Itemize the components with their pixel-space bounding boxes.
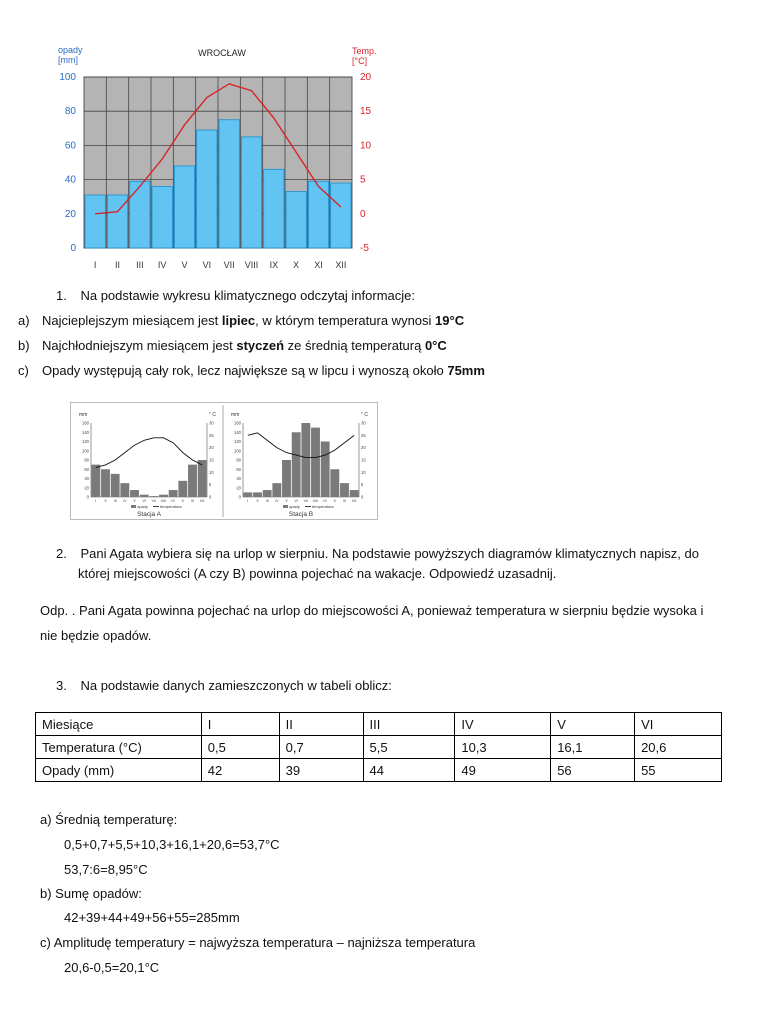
table-cell: 10,3: [455, 736, 551, 759]
q3-b-label: b) Sumę opadów:: [40, 886, 142, 901]
axis-unit-mm: mm: [79, 412, 88, 418]
precip-bar: [292, 432, 301, 497]
axis-unit-mm: mm: [231, 412, 240, 418]
table-row: [36, 759, 722, 782]
y-tick-left: 60: [84, 466, 89, 472]
precip-bar: [301, 423, 310, 497]
table-cell: 44: [363, 759, 455, 782]
climate-chart-wroclaw: [50, 40, 390, 275]
y-tick-right: 0: [360, 208, 366, 220]
precip-bar: [340, 483, 349, 497]
axis-unit-c: ° C: [361, 412, 368, 418]
q1-a-text-2: , w którym temperatura wynosi: [255, 313, 436, 328]
chart-left-label-1: opady: [58, 45, 83, 55]
x-tick-label: VI: [202, 260, 212, 270]
q1-c-label: c): [18, 363, 29, 378]
precip-bar: [85, 195, 105, 248]
table-cell: 0,7: [279, 736, 363, 759]
table-cell: 42: [201, 759, 279, 782]
x-tick-label: XII: [199, 499, 205, 503]
q3-number: 3.: [56, 678, 67, 693]
precip-bar: [331, 183, 351, 248]
y-tick-right: 30: [209, 420, 214, 426]
precip-bar: [308, 181, 328, 248]
caption-station-a: Stacja A: [137, 511, 161, 518]
legend-label-temp: temperatura: [160, 504, 182, 509]
y-tick-left: 160: [234, 420, 241, 426]
y-tick-left: 0: [86, 494, 89, 500]
y-tick-right: 20: [360, 72, 372, 83]
q3-a-label: a) Średnią temperaturę:: [40, 812, 178, 827]
precip-bar: [241, 137, 261, 248]
y-tick-right: 5: [209, 482, 212, 488]
q1-a-month: lipiec: [221, 313, 256, 328]
chart-right-label-2: [°C]: [352, 56, 368, 66]
precip-bar: [149, 496, 158, 497]
x-tick-label: I: [93, 260, 97, 270]
x-tick-label: IV: [275, 499, 279, 503]
q1-b-month: styczeń: [236, 338, 285, 353]
precip-bar: [174, 166, 194, 248]
table-cell: I: [201, 713, 279, 736]
q2-answer-1: Odp. . Pani Agata powinna pojechać na urlop do miejscowości A, ponieważ temperatura w sierpniu będzie wysoka i: [40, 603, 704, 618]
x-tick-label: VII: [223, 260, 235, 270]
table-cell: VI: [635, 713, 722, 736]
y-tick-left: 60: [236, 466, 241, 472]
y-tick-right: 15: [360, 106, 372, 118]
temperature-line: [96, 438, 202, 468]
q1-b-label: b): [18, 338, 30, 353]
y-tick-left: 0: [70, 243, 76, 254]
y-tick-left: 40: [236, 476, 241, 481]
y-tick-right: 10: [361, 469, 366, 475]
precip-bar: [350, 490, 359, 497]
q1-b-text-2: ze średnią temperaturą: [284, 338, 425, 353]
y-tick-right: 30: [361, 420, 366, 426]
y-tick-right: -5: [360, 243, 369, 254]
precip-bar: [111, 474, 120, 497]
q2-text-1: Pani Agata wybiera się na urlop w sierpniu. Na podstawie powyższych diagramów klimatycznych napisz, do: [80, 546, 699, 561]
chart-title: WROCŁAW: [198, 48, 246, 58]
q3-a-calc-2: 53,7:6=8,95°C: [64, 862, 148, 877]
chart-plot-area: [59, 72, 371, 270]
legend-label-opady: opady: [137, 504, 148, 509]
table-row: [36, 736, 722, 759]
table-cell: IV: [455, 713, 551, 736]
q1-b-temp: 0°C: [424, 338, 447, 353]
y-tick-right: 25: [209, 432, 214, 438]
y-tick-right: 0: [209, 494, 212, 500]
x-tick-label: IV: [157, 260, 167, 270]
x-tick-label: V: [181, 260, 188, 270]
x-tick-label: VIII: [244, 260, 259, 270]
y-tick-left: 80: [84, 457, 89, 463]
chart-right-label-1: Temp.: [352, 46, 377, 56]
chart-left-label-2: [mm]: [58, 55, 78, 65]
precip-bar: [140, 495, 149, 497]
q1-b-text: Najchłodniejszym miesiącem jest: [42, 338, 237, 353]
y-tick-right: 20: [361, 445, 366, 451]
table-cell: 49: [455, 759, 551, 782]
q3-b-calc: 42+39+44+49+56+55=285mm: [64, 910, 240, 925]
x-tick-label: X: [181, 499, 185, 503]
q1-a-label: a): [18, 313, 30, 328]
y-tick-right: 5: [361, 482, 364, 488]
q1-a-temp: 19°C: [435, 313, 465, 328]
y-tick-left: 140: [82, 429, 89, 435]
x-tick-label: II: [256, 499, 259, 503]
table-cell: Temperatura (°C): [36, 736, 202, 759]
precip-bar: [330, 469, 339, 497]
table-cell: 20,6: [635, 736, 722, 759]
table-cell: 0,5: [201, 736, 279, 759]
x-tick-label: XII: [335, 260, 347, 270]
q2-number: 2.: [56, 546, 67, 561]
y-tick-right: 10: [360, 140, 372, 152]
q2-line-1: [56, 546, 699, 561]
y-tick-left: 20: [64, 208, 76, 220]
precip-bar: [130, 490, 139, 497]
precip-bar: [188, 465, 197, 497]
axis-unit-c: ° C: [209, 412, 216, 418]
precip-bar: [263, 490, 272, 497]
precip-bar: [120, 483, 129, 497]
q1-c-value: 75mm: [447, 363, 485, 378]
y-tick-right: 5: [360, 174, 366, 186]
q2-answer-2: nie będzie opadów.: [40, 628, 152, 643]
x-tick-label: X: [333, 499, 337, 503]
y-tick-left: 80: [236, 457, 241, 463]
x-tick-label: VII: [303, 499, 309, 503]
table-cell: II: [279, 713, 363, 736]
precip-bar: [152, 186, 172, 248]
y-tick-left: 100: [234, 448, 241, 454]
q1-number: 1.: [56, 288, 67, 303]
caption-station-b: Stacja B: [288, 511, 314, 518]
y-tick-left: 20: [84, 485, 89, 491]
q1-a-text: Najcieplejszym miesiącem jest: [42, 313, 222, 328]
y-tick-left: 140: [234, 429, 241, 435]
q3-c-calc: 20,6-0,5=20,1°C: [64, 960, 160, 975]
y-tick-right: 20: [209, 445, 214, 451]
q3-data-table: [35, 712, 722, 782]
precip-bar: [311, 428, 320, 497]
station-b-chart: [231, 412, 368, 518]
x-tick-label: XI: [342, 499, 347, 503]
precip-bar: [197, 130, 217, 248]
x-tick-label: VI: [294, 499, 298, 503]
precip-bar: [243, 492, 252, 497]
x-tick-label: VIII: [312, 499, 319, 503]
q1-answer-a: [18, 313, 465, 328]
precip-bar: [219, 120, 239, 248]
q3-c-label: c) Amplitudę temperatury = najwyższa temperatura – najniższa temperatura: [40, 935, 476, 950]
precip-bar: [321, 442, 330, 498]
precip-bar: [101, 469, 110, 497]
q1-answer-b: [18, 338, 447, 353]
table-cell: Miesiące: [36, 713, 202, 736]
station-a-chart: [79, 412, 216, 518]
x-tick-label: IX: [171, 499, 175, 503]
legend-label-temp: temperatura: [312, 504, 334, 509]
precip-bar: [178, 481, 187, 497]
precip-bar: [264, 169, 284, 248]
q3-a-calc-1: 0,5+0,7+5,5+10,3+16,1+20,6=53,7°C: [64, 837, 280, 852]
precip-bar: [198, 460, 207, 497]
q1-c-text: Opady występują cały rok, lecz największe są w lipcu i wynoszą około: [42, 363, 448, 378]
legend-swatch-opady: [283, 505, 288, 508]
table-cell: 16,1: [551, 736, 635, 759]
x-tick-label: XII: [351, 499, 357, 503]
q1-answer-c: [18, 363, 485, 378]
x-tick-label: IV: [123, 499, 127, 503]
q2-line-2: której miejscowości (A czy B) powinna pojechać na wakacje. Odpowiedź uzasadnij.: [78, 566, 557, 581]
y-tick-left: 40: [84, 476, 89, 481]
temperature-line: [248, 433, 354, 458]
q3-heading: [56, 678, 392, 693]
x-tick-label: III: [136, 260, 144, 270]
y-tick-left: 20: [236, 485, 241, 491]
x-tick-label: XI: [314, 260, 323, 270]
legend-swatch-opady: [131, 505, 136, 508]
y-tick-left: 100: [59, 72, 76, 83]
table-cell: 39: [279, 759, 363, 782]
y-tick-right: 10: [209, 469, 214, 475]
precip-bar: [282, 460, 291, 497]
y-tick-left: 0: [238, 494, 241, 500]
table-row: [36, 713, 722, 736]
precip-bar: [169, 490, 178, 497]
y-tick-left: 60: [64, 140, 76, 152]
table-cell: Opady (mm): [36, 759, 202, 782]
x-tick-label: IX: [269, 260, 279, 270]
x-tick-label: V: [133, 499, 136, 503]
y-tick-left: 80: [64, 106, 76, 118]
y-tick-left: 120: [82, 439, 89, 444]
x-tick-label: IX: [323, 499, 327, 503]
q1-heading: [56, 288, 415, 303]
q3-heading-text: Na podstawie danych zamieszczonych w tabeli oblicz:: [80, 678, 392, 693]
x-tick-label: X: [293, 260, 300, 270]
table-cell: 56: [551, 759, 635, 782]
precip-bar: [130, 181, 150, 248]
legend-label-opady: opady: [289, 504, 300, 509]
y-tick-right: 0: [361, 494, 364, 500]
precip-bar: [159, 495, 168, 497]
x-tick-label: II: [104, 499, 107, 503]
x-tick-label: VII: [151, 499, 157, 503]
table-cell: V: [551, 713, 635, 736]
q1-heading-text: Na podstawie wykresu klimatycznego odczytaj informacje:: [80, 288, 415, 303]
y-tick-left: 40: [64, 174, 76, 186]
x-tick-label: VIII: [160, 499, 167, 503]
x-tick-label: III: [113, 499, 117, 503]
climate-charts-stations: [70, 402, 378, 520]
precip-bar: [286, 192, 306, 248]
precip-bar: [253, 492, 262, 497]
y-tick-left: 100: [82, 448, 89, 454]
x-tick-label: XI: [190, 499, 195, 503]
x-tick-label: VI: [142, 499, 146, 503]
x-tick-label: II: [114, 260, 121, 270]
x-tick-label: III: [265, 499, 269, 503]
y-tick-left: 120: [234, 439, 241, 444]
y-tick-right: 25: [361, 432, 366, 438]
x-tick-label: V: [285, 499, 288, 503]
y-tick-right: 15: [209, 457, 214, 463]
table-cell: 5,5: [363, 736, 455, 759]
x-tick-label: I: [95, 499, 97, 503]
y-tick-right: 15: [361, 457, 366, 463]
precip-bar: [272, 483, 281, 497]
table-cell: III: [363, 713, 455, 736]
precip-bar: [91, 465, 100, 497]
table-cell: 55: [635, 759, 722, 782]
y-tick-left: 160: [82, 420, 89, 426]
x-tick-label: I: [247, 499, 249, 503]
